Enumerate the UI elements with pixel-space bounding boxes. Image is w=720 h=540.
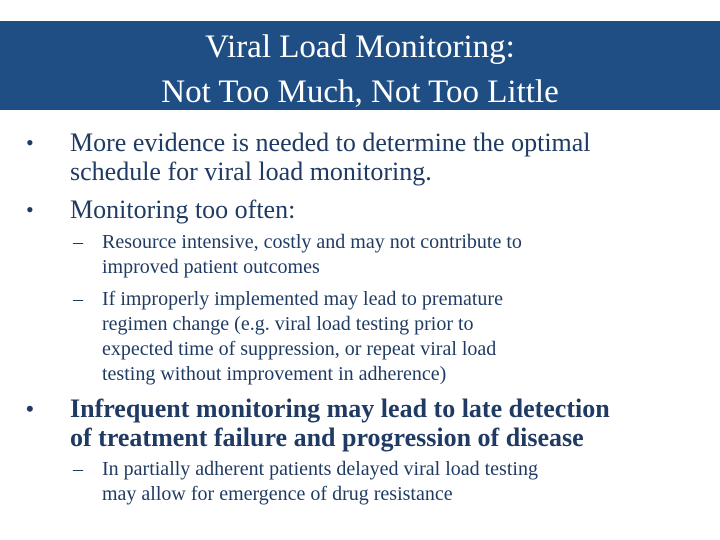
bullet-text-line: Infrequent monitoring may lead to late detection <box>70 394 610 423</box>
bullet-marker: • <box>26 396 34 421</box>
bullet-text-line: Monitoring too often: <box>70 195 296 224</box>
sub-bullet-marker: – <box>73 231 83 253</box>
slide-title-line-2: Not Too Much, Not Too Little <box>161 74 559 110</box>
sub-bullet-text-line: may allow for emergence of drug resistance <box>102 483 453 505</box>
sub-bullet-text-line: If improperly implemented may lead to premature <box>102 288 503 310</box>
sub-bullet-marker: – <box>73 458 83 480</box>
sub-bullet-text-line: Resource intensive, costly and may not contribute to <box>102 231 522 253</box>
sub-bullet-text-line: testing without improvement in adherence) <box>102 363 447 385</box>
sub-bullet-text-line: regimen change (e.g. viral load testing prior to <box>102 313 474 335</box>
sub-bullet-text-line: improved patient outcomes <box>102 256 320 278</box>
slide-title-line-1: Viral Load Monitoring: <box>205 29 515 65</box>
bullet-marker: • <box>26 130 34 155</box>
bullet-marker: • <box>26 197 34 222</box>
bullet-text-line: schedule for viral load monitoring. <box>70 157 432 186</box>
bullet-text-line: More evidence is needed to determine the optimal <box>70 128 591 157</box>
sub-bullet-marker: – <box>73 288 83 310</box>
sub-bullet-text-line: In partially adherent patients delayed viral load testing <box>102 458 538 480</box>
sub-bullet-text-line: expected time of suppression, or repeat viral load <box>102 338 497 360</box>
bullet-text-line: of treatment failure and progression of disease <box>70 423 584 452</box>
